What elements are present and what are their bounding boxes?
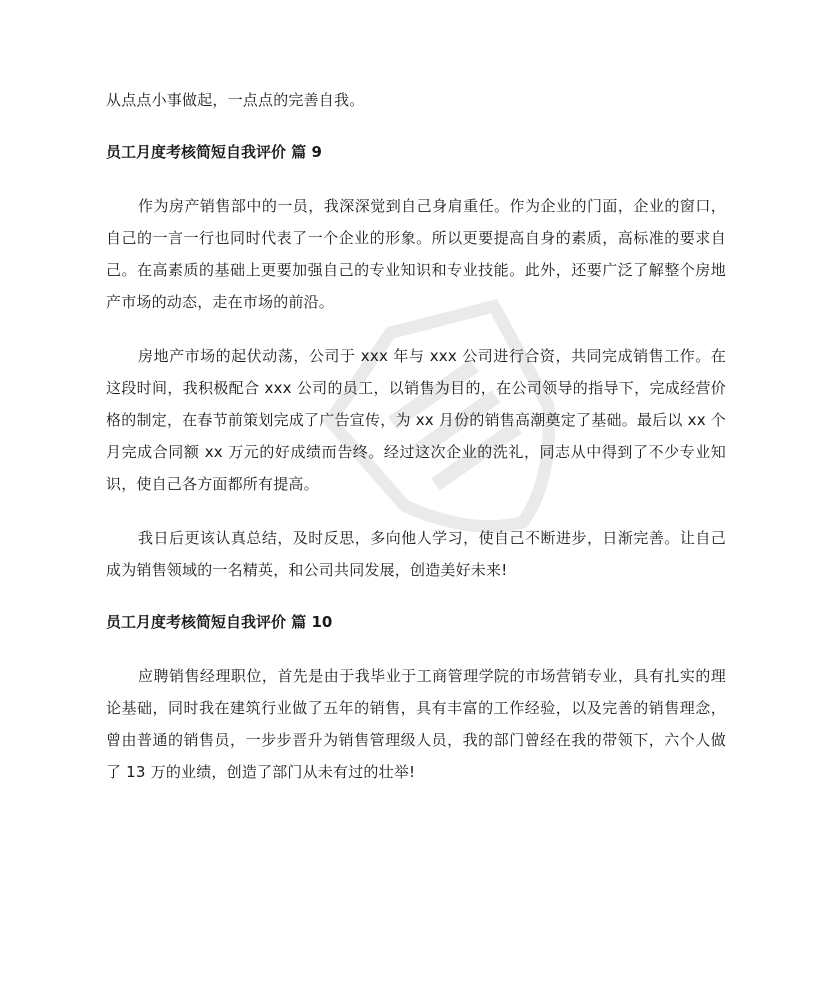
- section-9-paragraph-2: 房地产市场的起伏动荡，公司于 xxx 年与 xxx 公司进行合资，共同完成销售工作。在这段时间，我积极配合 xxx 公司的员工，以销售为目的，在公司领导的指导下，完成经营价格的制定，在春节前策划完成了广告宣传，为 xx 月份的销售高潮奠定了基础。最后以 xx 个月完成合同额 xx 万元的好成绩而告终。经过这次企业的洗礼，同志从中得到了不少专业知识，使自己各方面都所有提高。: [106, 347, 726, 493]
- section-heading-9: 员工月度考核简短自我评价 篇 9: [106, 143, 322, 161]
- intro-line: 从点点小事做起，一点点的完善自我。: [106, 91, 365, 109]
- document-body: [106, 84, 726, 788]
- section-9-paragraph-1: 作为房产销售部中的一员，我深深觉到自己身肩重任。作为企业的门面，企业的窗口，自己的一言一行也同时代表了一个企业的形象。所以更要提高自身的素质，高标准的要求自己。在高素质的基础上更要加强自己的专业知识和专业技能。此外，还要广泛了解整个房地产市场的动态，走在市场的前沿。: [106, 197, 726, 311]
- section-9-paragraph-3: 我日后更该认真总结，及时反思，多向他人学习，使自己不断进步，日渐完善。让自己成为销售领域的一名精英，和公司共同发展，创造美好未来!: [106, 529, 726, 579]
- section-10-paragraph-1: 应聘销售经理职位，首先是由于我毕业于工商管理学院的市场营销专业，具有扎实的理论基础，同时我在建筑行业做了五年的销售，具有丰富的工作经验，以及完善的销售理念，曾由普通的销售员，一步步晋升为销售管理级人员，我的部门曾经在我的带领下，六个人做了 13 万的业绩，创造了部门从未有过的壮举!: [106, 667, 726, 781]
- section-heading-10: 员工月度考核简短自我评价 篇 10: [106, 613, 333, 631]
